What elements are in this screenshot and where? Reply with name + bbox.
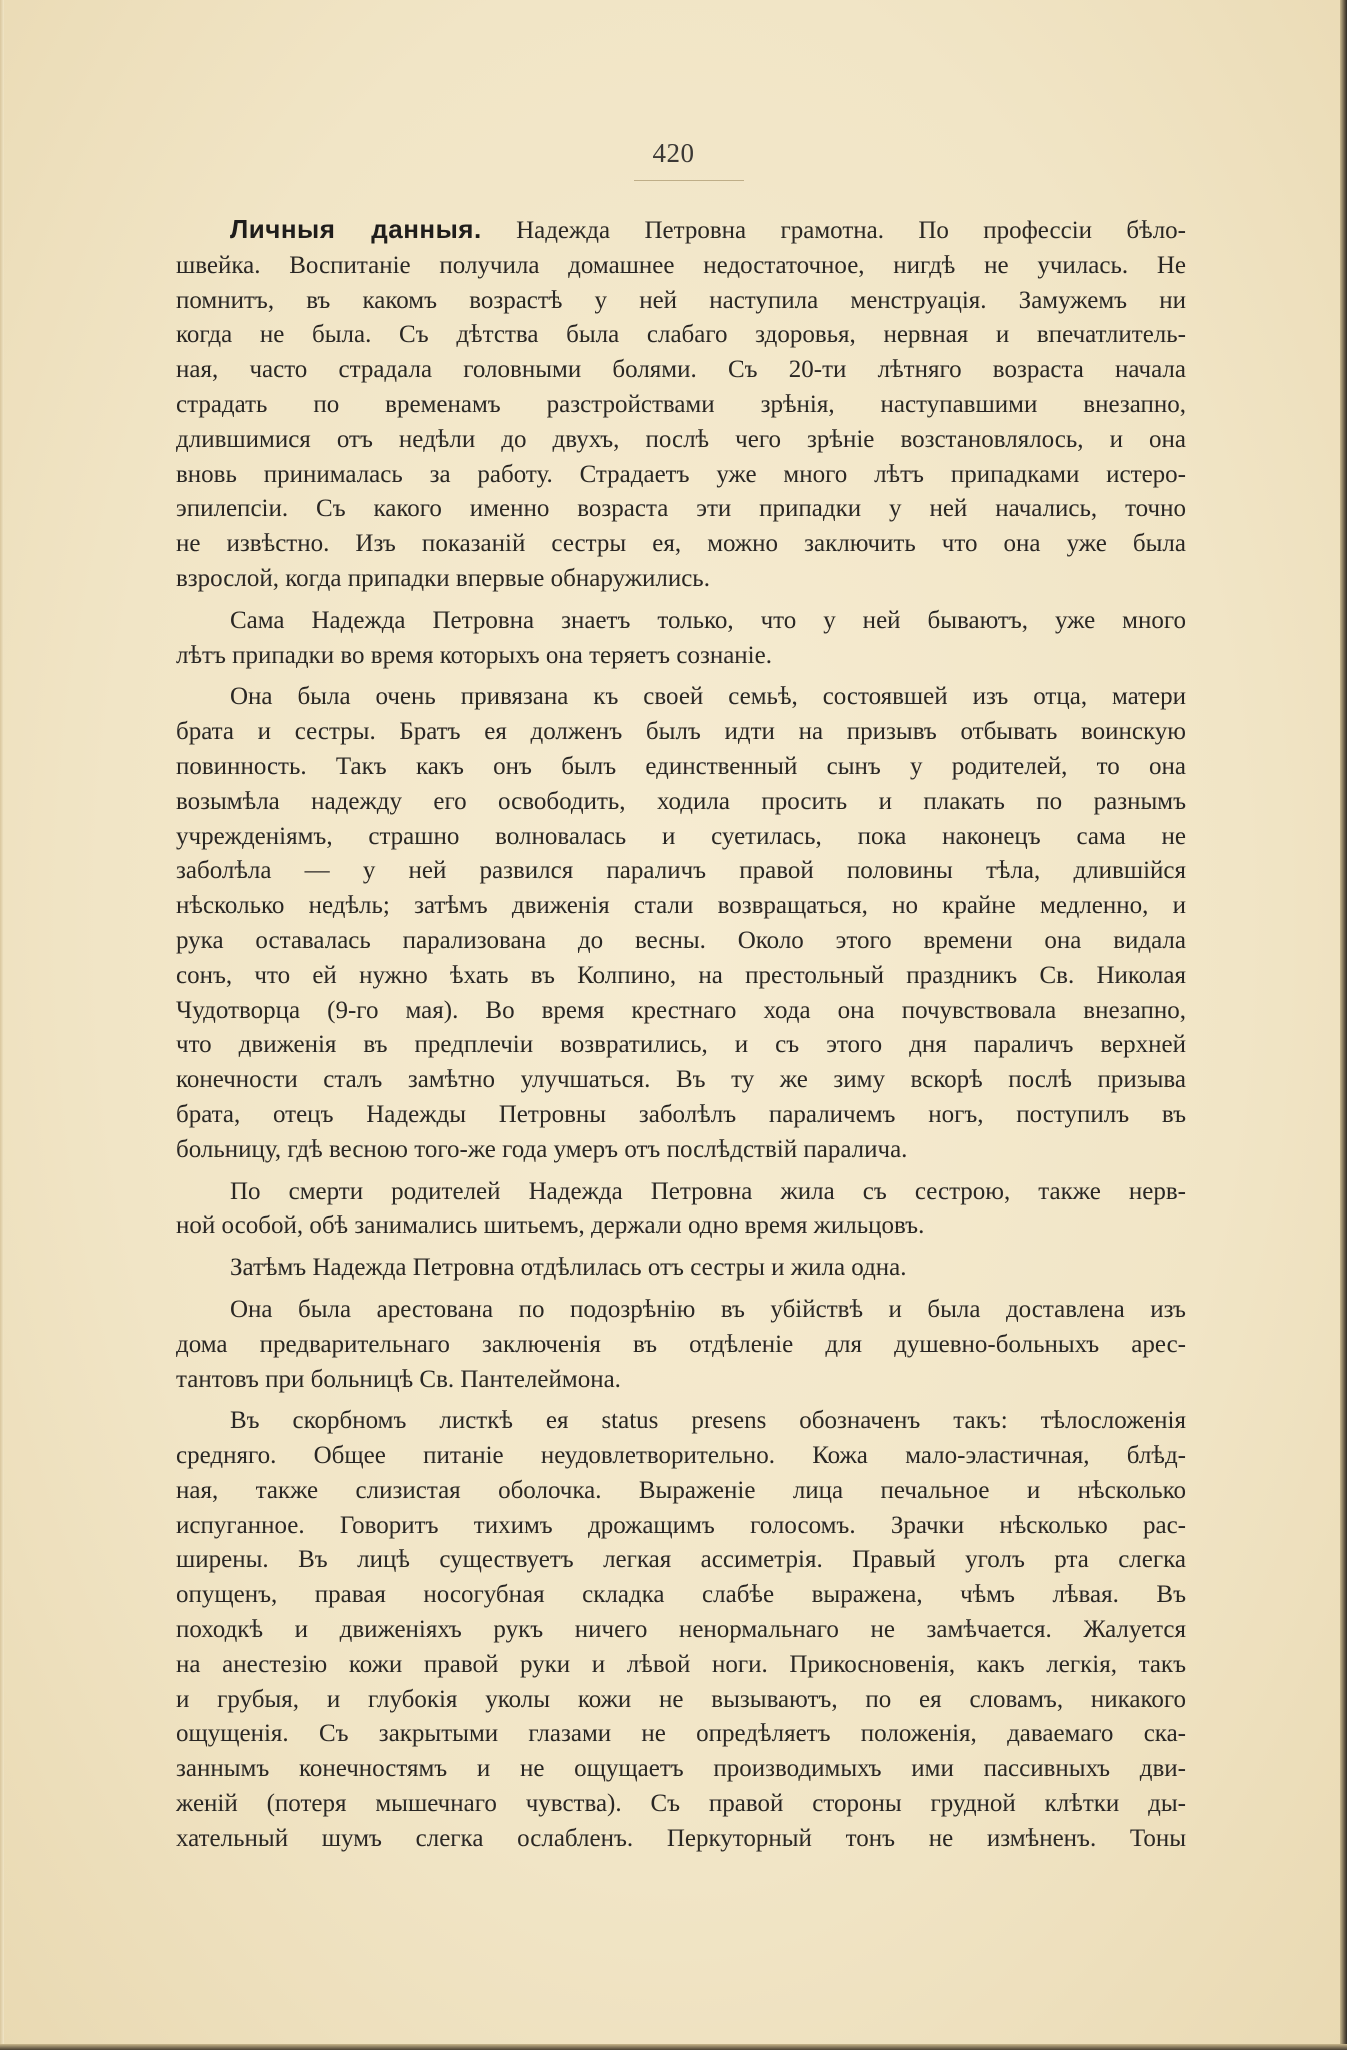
paragraph xyxy=(176,212,1186,597)
paragraph xyxy=(176,680,1186,1167)
paragraph xyxy=(176,1404,1186,1856)
line-text: испуганное. Говоритъ тихимъ дрожащимъ голосомъ. Зрачки нѣсколько рас- xyxy=(176,1511,1186,1539)
text-line xyxy=(176,1209,1186,1244)
text-line xyxy=(176,1293,1186,1328)
text-line xyxy=(176,1543,1186,1578)
line-text: Она была очень привязана къ своей семьѣ, состоявшей изъ отца, матери xyxy=(230,683,1186,711)
line-text: эпилепсіи. Съ какого именно возраста эти припадки у ней начались, точно xyxy=(176,495,1186,523)
text-line xyxy=(176,562,1186,597)
line-text: брата, отецъ Надежды Петровны заболѣлъ параличемъ ногъ, поступилъ въ xyxy=(176,1100,1186,1128)
line-text: женій (потеря мышечнаго чувства). Съ правой стороны грудной клѣтки ды- xyxy=(176,1790,1186,1818)
line-text: вновь принималась за работу. Страдаетъ уже много лѣтъ припадками истеро- xyxy=(176,460,1186,488)
line-text: Сама Надежда Петровна знаетъ только, что у ней бываютъ, уже много xyxy=(230,606,1186,634)
line-text: длившимися отъ недѣли до двухъ, послѣ чего зрѣніе возстановлялось, и она xyxy=(176,425,1186,453)
line-text: и грубыя, и глубокія уколы кожи не вызываютъ, по ея словамъ, никакого xyxy=(176,1685,1186,1713)
line-text: походкѣ и движеніяхъ рукъ ничего ненормальнаго не замѣчается. Жалуется xyxy=(176,1616,1186,1644)
line-text: когда не была. Съ дѣтства была слабаго здоровья, нервная и впечатлитель- xyxy=(176,321,1186,349)
line-text: рука оставалась парализована до весны. Около этого времени она видала xyxy=(176,926,1186,954)
line-text: средняго. Общее питаніе неудовлетворительно. Кожа мало-эластичная, блѣд- xyxy=(176,1442,1186,1470)
text-line xyxy=(176,1683,1186,1718)
line-text: учрежденіямъ, страшно волновалась и суетилась, пока наконецъ сама не xyxy=(176,822,1186,850)
line-text: опущенъ, правая носогубная складка слабѣе выражена, чѣмъ лѣвая. Въ xyxy=(176,1581,1186,1609)
text-line xyxy=(176,820,1186,855)
line-text: повинность. Такъ какъ онъ былъ единственный сынъ у родителей, то она xyxy=(176,752,1186,780)
paragraph xyxy=(176,1175,1186,1245)
paragraph xyxy=(176,1293,1186,1397)
page-number: 420 xyxy=(652,138,695,168)
line-text: Въ скорбномъ листкѣ ея status presens обозначенъ такъ: тѣлосложенія xyxy=(230,1407,1186,1435)
line-text: хательный шумъ слегка ослабленъ. Перкуторный тонъ не измѣненъ. Тоны xyxy=(176,1824,1186,1852)
text-line xyxy=(176,1509,1186,1544)
line-text: возымѣла надежду его освободить, ходила просить и плакать по разнымъ xyxy=(176,787,1186,815)
text-line xyxy=(176,1363,1186,1398)
text-line xyxy=(176,1063,1186,1098)
line-text: лѣтъ припадки во время которыхъ она теряетъ сознаніе. xyxy=(176,641,772,669)
text-line xyxy=(176,1752,1186,1787)
scan-right-edge xyxy=(1340,0,1347,2050)
line-text: Затѣмъ Надежда Петровна отдѣлилась отъ сестры и жила одна. xyxy=(230,1254,907,1282)
text-line xyxy=(176,1717,1186,1752)
text-line xyxy=(176,959,1186,994)
text-line xyxy=(176,1578,1186,1613)
line-text: ширены. Въ лицѣ существуетъ легкая ассиметрія. Правый уголъ рта слегка xyxy=(176,1546,1186,1574)
text-line xyxy=(176,715,1186,750)
text-line xyxy=(176,1133,1186,1168)
line-text: ощущенія. Съ закрытыми глазами не опредѣляетъ положенія, даваемаго ска- xyxy=(176,1720,1186,1748)
text-line xyxy=(176,353,1186,388)
scan-left-edge xyxy=(0,0,4,2050)
text-line xyxy=(176,924,1186,959)
text-line xyxy=(176,318,1186,353)
scan-bottom-edge xyxy=(0,2044,1347,2050)
text-line xyxy=(176,1787,1186,1822)
line-text: что движенія въ предплечіи возвратились, и съ этого дня параличъ верхней xyxy=(176,1031,1186,1059)
body-text xyxy=(176,212,1186,1857)
text-line xyxy=(176,639,1186,674)
text-line xyxy=(176,458,1186,493)
text-line xyxy=(176,1613,1186,1648)
text-line xyxy=(176,1474,1186,1509)
text-line xyxy=(176,854,1186,889)
text-line xyxy=(176,492,1186,527)
text-line xyxy=(176,1175,1186,1210)
line-text: сонъ, что ей нужно ѣхать въ Колпино, на престольный праздникъ Св. Николая xyxy=(176,961,1186,989)
text-line xyxy=(176,889,1186,924)
line-text: брата и сестры. Братъ ея долженъ былъ идти на призывъ отбывать воинскую xyxy=(176,718,1186,746)
line-text: Она была арестована по подозрѣнію въ убійствѣ и была доставлена изъ xyxy=(230,1295,1186,1323)
line-text: нѣсколько недѣль; затѣмъ движенія стали возвращаться, но крайне медленно, и xyxy=(176,892,1186,920)
text-line xyxy=(176,1098,1186,1133)
text-line xyxy=(176,1439,1186,1474)
line-text: заболѣла — у ней развился параличъ правой половины тѣла, длившійся xyxy=(176,857,1186,885)
text-line xyxy=(176,1328,1186,1363)
line-text: страдать по временамъ разстройствами зрѣнія, наступавшими внезапно, xyxy=(176,390,1186,418)
line-text: ная, часто страдала головными болями. Съ 20-ти лѣтняго возраста начала xyxy=(176,356,1186,384)
text-line xyxy=(176,527,1186,562)
section-heading: Личныя данныя. xyxy=(230,214,482,244)
text-line xyxy=(176,750,1186,785)
line-text: помнитъ, въ какомъ возрастѣ у ней наступила менструація. Замужемъ ни xyxy=(176,286,1186,314)
line-text: заннымъ конечностямъ и не ощущаетъ производимыхъ ими пассивныхъ дви- xyxy=(176,1755,1186,1783)
text-line xyxy=(176,1251,1186,1286)
text-line xyxy=(176,604,1186,639)
text-line xyxy=(176,680,1186,715)
line-text: ной особой, обѣ занимались шитьемъ, держали одно время жильцовъ. xyxy=(176,1212,925,1240)
line-text: тантовъ при больницѣ Св. Пантелеймона. xyxy=(176,1365,621,1393)
line-text: швейка. Воспитаніе получила домашнее недостаточное, нигдѣ не училась. Не xyxy=(176,251,1186,279)
line-text: ная, также слизистая оболочка. Выраженіе лица печальное и нѣсколько xyxy=(176,1476,1186,1504)
paragraph xyxy=(176,1251,1186,1286)
text-line xyxy=(176,1822,1186,1857)
page-number-rule xyxy=(634,180,744,181)
paragraph xyxy=(176,604,1186,674)
line-text: конечности сталъ замѣтно улучшаться. Въ ту же зиму вскорѣ послѣ призыва xyxy=(176,1066,1186,1094)
text-line xyxy=(176,249,1186,284)
line-text: По смерти родителей Надежда Петровна жила съ сестрою, также нерв- xyxy=(230,1177,1186,1205)
line-text: больницу, гдѣ весною того-же года умеръ отъ послѣдствій паралича. xyxy=(176,1135,908,1163)
text-line xyxy=(176,1028,1186,1063)
line-text: взрослой, когда припадки впервые обнаружились. xyxy=(176,564,710,592)
line-text: не извѣстно. Изъ показаній сестры ея, можно заключить что она уже была xyxy=(176,530,1186,558)
text-line xyxy=(176,994,1186,1029)
line-text: Надежда Петровна грамотна. По профессіи бѣло- xyxy=(516,217,1186,244)
text-line xyxy=(176,1648,1186,1683)
line-text: на анестезію кожи правой руки и лѣвой ноги. Прикосновенія, какъ легкія, такъ xyxy=(176,1650,1186,1678)
text-line xyxy=(176,423,1186,458)
text-line xyxy=(176,284,1186,319)
text-line xyxy=(176,212,1186,249)
text-line xyxy=(176,1404,1186,1439)
line-text: Чудотворца (9-го мая). Во время крестнаго хода она почувствовала внезапно, xyxy=(176,996,1186,1024)
line-text: дома предварительнаго заключенія въ отдѣленіе для душевно-больныхъ арес- xyxy=(176,1330,1186,1358)
text-line xyxy=(176,785,1186,820)
text-line xyxy=(176,388,1186,423)
